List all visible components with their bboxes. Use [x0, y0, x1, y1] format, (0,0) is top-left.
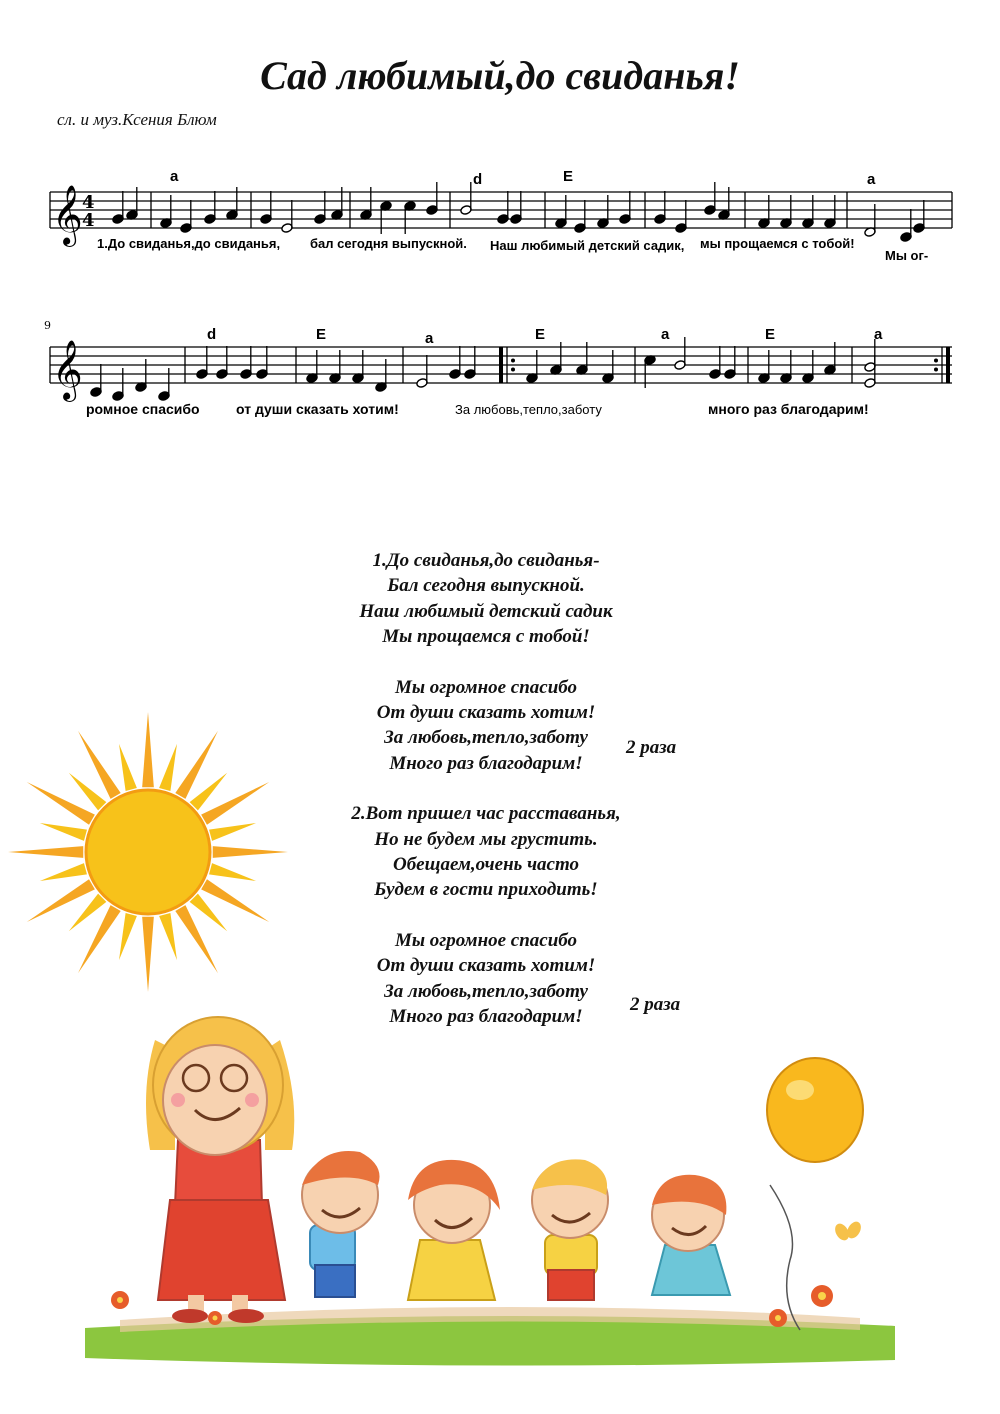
chorus-2	[286, 928, 686, 1030]
lyric-line: Много раз благодарим!	[389, 752, 583, 774]
lyric-line: Бал сегодня выпускной.	[387, 575, 585, 597]
lyric-line: За любовь,тепло,заботу	[384, 980, 588, 1002]
chord-label: E	[535, 326, 546, 343]
time-sig-top: 4	[82, 192, 95, 213]
lyric-line: Мы прощаемся с тобой!	[382, 626, 590, 648]
measure-number: 9	[44, 319, 51, 332]
lyric-line: Мы огромное спасибо	[394, 929, 578, 951]
staff-system-2	[0, 315, 1000, 425]
child-figure	[302, 1151, 380, 1297]
chord-label: a	[170, 168, 179, 185]
lyric-line: Много раз благодарим!	[389, 1006, 583, 1028]
chord-label: E	[563, 168, 574, 185]
lyric-line: Но не будем мы грустить.	[374, 828, 598, 850]
butterfly-icon	[832, 1219, 863, 1243]
child-figure	[408, 1160, 500, 1300]
song-title: Сад любимый,до свиданья!	[260, 53, 740, 98]
lyric-line: Наш любимый детский садик	[359, 600, 613, 622]
repeat-note: 2 раза	[626, 737, 677, 758]
lyric-fragment: Мы ог-	[885, 248, 929, 263]
lyric-fragment: ромное спасибо	[86, 401, 200, 417]
lyric-line: От души сказать хотим!	[376, 702, 596, 724]
lyric-fragment: мы прощаемся с тобой!	[700, 236, 855, 251]
repeat-note: 2 раза	[630, 994, 681, 1015]
chord-label: a	[867, 171, 876, 188]
chord-label: E	[316, 326, 327, 343]
treble-clef-icon: 𝄞	[52, 185, 83, 245]
flower-icon	[769, 1309, 787, 1327]
lyric-fragment: от души сказать хотим!	[236, 401, 399, 417]
chorus-1	[286, 675, 686, 777]
lyric-line: 2.Вот пришел час расставанья,	[351, 803, 621, 825]
chord-label: a	[874, 326, 883, 343]
chord-label: a	[425, 330, 434, 347]
lyric-fragment: 1.До свиданья,до свиданья,	[97, 236, 281, 251]
chord-label: E	[765, 326, 776, 343]
verse-2	[286, 801, 686, 903]
time-sig-bottom: 4	[82, 210, 95, 231]
flower-icon	[111, 1291, 129, 1309]
child-figure	[532, 1159, 608, 1300]
author-credit: сл. и муз.Ксения Блюм	[57, 110, 217, 129]
lyric-fragment: бал сегодня выпускной.	[310, 236, 467, 251]
lyric-fragment: много раз благодарим!	[708, 401, 869, 417]
treble-clef-icon: 𝄞	[52, 340, 83, 400]
chord-label: a	[661, 326, 670, 343]
flower-icon	[208, 1311, 222, 1325]
lyric-line: За любовь,тепло,заботу	[384, 727, 588, 749]
verse-1	[286, 548, 686, 650]
child-figure	[652, 1175, 730, 1295]
lyric-line: 1.До свиданья,до свиданья-	[372, 550, 600, 571]
chord-label: d	[207, 326, 217, 343]
lyric-line: От души сказать хотим!	[376, 955, 596, 977]
chord-label: d	[473, 171, 483, 188]
lyric-fragment: Наш любимый детский садик,	[490, 238, 685, 253]
staff-system-1	[0, 160, 1000, 270]
lyric-line: Обещаем,очень часто	[392, 854, 580, 876]
lyric-line: Будем в гости приходить!	[374, 879, 598, 901]
lyrics-block	[286, 548, 686, 1055]
flower-icon	[811, 1285, 833, 1307]
lyric-line: Мы огромное спасибо	[394, 676, 578, 698]
lyric-fragment: За любовь,тепло,заботу	[455, 402, 602, 417]
teacher-figure	[146, 1017, 294, 1323]
